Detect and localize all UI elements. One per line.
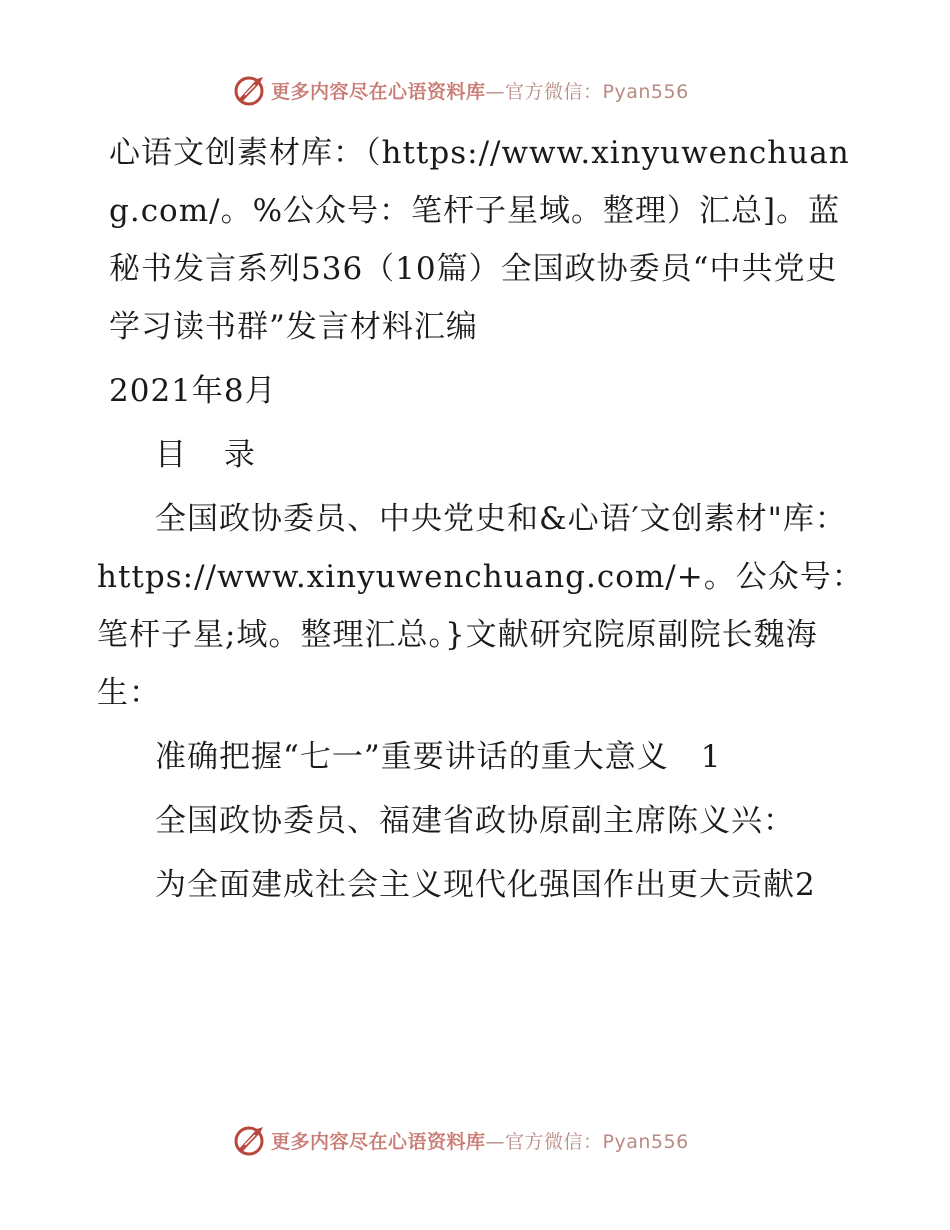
watermark-brand-text: 更多内容尽在心语资料库	[271, 1130, 486, 1153]
footer-watermark	[233, 1122, 689, 1158]
document-intro: 心语文创素材库：（https://www.xinyuwenchuang.com/。%公众号：笔杆子星域。整理）汇总]。蓝秘书发言系列536（10篇）全国政协委员“中共党史学习读书群”发言材料汇编	[109, 135, 850, 345]
header-watermark	[233, 72, 689, 108]
toc-entry-title: 准确把握“七一”重要讲话的重大意义 1	[155, 739, 722, 775]
watermark-suffix-text: —官方微信：Pyan556	[485, 80, 689, 103]
watermark-brand-text: 更多内容尽在心语资料库	[271, 80, 486, 103]
quill-pen-circle-icon	[233, 1123, 267, 1157]
toc-entry-author: 全国政协委员、福建省政协原副主席陈义兴：	[155, 803, 795, 839]
document-body	[97, 124, 867, 914]
document-date: 2021年8月	[109, 373, 277, 409]
quill-pen-circle-icon	[233, 73, 267, 107]
toc-entry-title: 为全面建成社会主义现代化强国作出更大贡献2	[155, 867, 816, 903]
toc-entry-author: 全国政协委员、中央党史和&心语′文创素材"库：https://www.xinyuwenchuang.com/+。公众号：笔杆子星;域。整理汇总。}文献研究院原副院长魏海生：	[97, 501, 864, 711]
watermark-suffix-text: —官方微信：Pyan556	[485, 1130, 689, 1153]
toc-title: 目 录	[155, 437, 269, 473]
